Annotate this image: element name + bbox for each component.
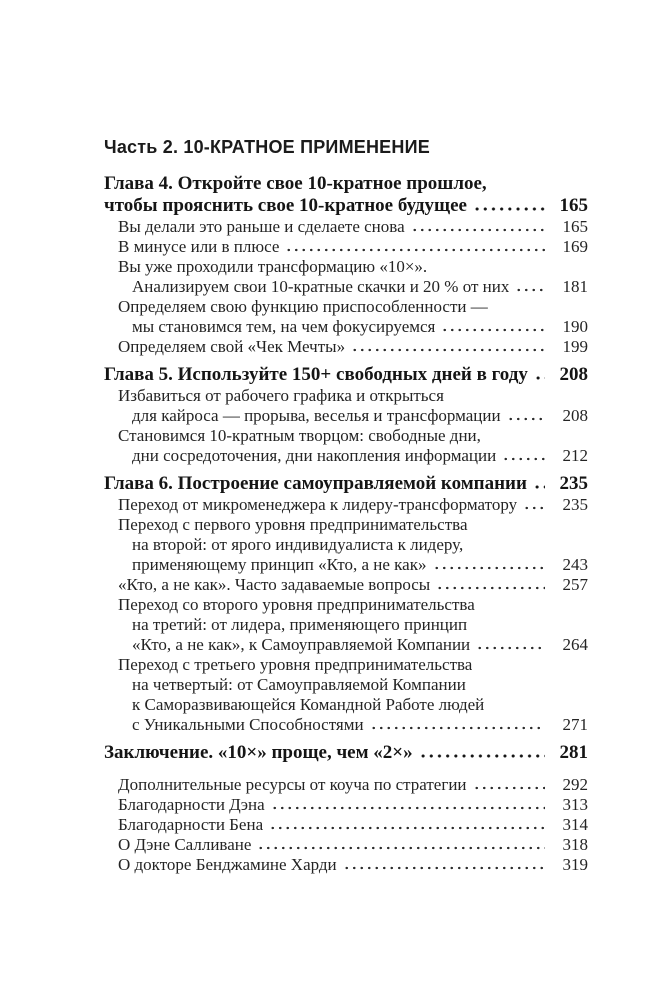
toc-entry: [104, 446, 588, 466]
toc-entry-text: Переход от микроменеджера к лидеру-трансформатору: [118, 495, 518, 514]
toc-entry: [104, 173, 588, 195]
toc-entry-page: 264: [562, 635, 588, 654]
part-header: Часть 2. 10-КРАТНОЕ ПРИМЕНЕНИЕ: [104, 137, 430, 157]
toc-entry-text: на второй: от ярого индивидуалиста к лидеру,: [132, 535, 464, 554]
toc-entry: [104, 515, 588, 535]
toc-entry-text: «Кто, а не как», к Самоуправляемой Компании: [132, 635, 471, 654]
dot-leader: [370, 726, 545, 730]
dot-leader: [411, 228, 545, 232]
toc-entry-page: 281: [559, 742, 588, 763]
dot-leader: [269, 826, 545, 830]
toc-entry-text: дни сосредоточения, дни накопления информации: [132, 446, 497, 465]
toc-entry-text: Определяем свою функцию приспособленности —: [118, 297, 488, 316]
toc-entry-text: Благодарности Дэна: [118, 795, 265, 814]
toc-entry: [104, 386, 588, 406]
dot-leader: [271, 806, 545, 810]
toc-entry-page: 165: [559, 195, 588, 216]
toc-entry: [104, 775, 588, 795]
toc-entry-text: Дополнительные ресурсы от коуча по стратегии: [118, 775, 467, 794]
toc-entry: [104, 635, 588, 655]
toc-entry-text: Глава 5. Используйте 150+ свободных дней в году: [104, 364, 528, 385]
toc-entry-page: 181: [562, 277, 588, 296]
toc-entry: [104, 575, 588, 595]
toc-entry-text: В минусе или в плюсе: [118, 237, 280, 256]
toc-entry-page: 208: [562, 406, 588, 425]
toc-entry: [104, 715, 588, 735]
toc-entry: [104, 277, 588, 297]
toc-entry: [104, 364, 588, 386]
dot-leader: [507, 417, 545, 421]
dot-leader: [523, 506, 545, 510]
toc-entry-page: 208: [559, 364, 588, 385]
toc-entry: [104, 535, 588, 555]
toc-entry: [104, 195, 588, 217]
toc-entry-page: 169: [562, 237, 588, 256]
toc-entry-page: 271: [562, 715, 588, 734]
toc-entry-page: 235: [559, 473, 588, 494]
dot-leader: [534, 376, 545, 380]
toc-entry: [104, 555, 588, 575]
toc-entry-page: 319: [562, 855, 588, 874]
table-of-contents: [104, 173, 588, 875]
toc-entry: [104, 297, 588, 317]
dot-leader: [441, 328, 545, 332]
toc-entry-text: Переход с первого уровня предпринимательства: [118, 515, 468, 534]
toc-entry-text: мы становимся тем, на чем фокусируемся: [132, 317, 436, 336]
toc-entry: [104, 406, 588, 426]
toc-entry: [104, 317, 588, 337]
toc-entry-text: «Кто, а не как». Часто задаваемые вопросы: [118, 575, 431, 594]
toc-entry: [104, 473, 588, 495]
toc-entry-text: Переход со второго уровня предпринимательства: [118, 595, 475, 614]
toc-entry: [104, 257, 588, 277]
toc-entry-text: Вы делали это раньше и сделаете снова: [118, 217, 405, 236]
toc-entry-page: 212: [562, 446, 588, 465]
toc-entry-text: Определяем свой «Чек Мечты»: [118, 337, 346, 356]
toc-entry-text: с Уникальными Способностями: [132, 715, 364, 734]
dot-leader: [257, 846, 545, 850]
toc-entry: [104, 655, 588, 675]
toc-entry-text: Глава 6. Построение самоуправляемой компании: [104, 473, 527, 494]
dot-leader: [285, 248, 545, 252]
toc-entry-page: 257: [562, 575, 588, 594]
dot-leader: [476, 646, 545, 650]
toc-entry: [104, 695, 588, 715]
toc-entry: [104, 337, 588, 357]
dot-leader: [473, 786, 545, 790]
dot-leader: [502, 457, 545, 461]
toc-entry-text: Заключение. «10×» проще, чем «2×»: [104, 742, 413, 763]
dot-leader: [433, 566, 546, 570]
dot-leader: [351, 348, 545, 352]
toc-entry-page: 318: [562, 835, 588, 854]
toc-entry-page: 235: [562, 495, 588, 514]
toc-entry-text: Становимся 10-кратным творцом: свободные дни,: [118, 426, 481, 445]
dot-leader: [419, 754, 545, 758]
toc-entry-page: 190: [562, 317, 588, 336]
toc-entry-text: О Дэне Салливане: [118, 835, 252, 854]
toc-entry-text: для кайроса — прорыва, веселья и трансформации: [132, 406, 501, 425]
toc-entry-page: 313: [562, 795, 588, 814]
toc-entry: [104, 742, 588, 764]
toc-entry: [104, 495, 588, 515]
toc-entry-page: 165: [562, 217, 588, 236]
toc-entry: [104, 815, 588, 835]
toc-entry: [104, 835, 588, 855]
toc-entry: [104, 426, 588, 446]
dot-leader: [436, 586, 545, 590]
toc-entry: [104, 217, 588, 237]
toc-entry: [104, 237, 588, 257]
dot-leader: [473, 207, 545, 211]
toc-entry-text: к Саморазвивающейся Командной Работе людей: [132, 695, 485, 714]
toc-entry: [104, 595, 588, 615]
toc-entry-text: О докторе Бенджамине Харди: [118, 855, 337, 874]
toc-entry: [104, 615, 588, 635]
toc-entry-text: Глава 4. Откройте свое 10-кратное прошлое,: [104, 173, 487, 194]
toc-entry-page: 314: [562, 815, 588, 834]
toc-entry-page: 199: [562, 337, 588, 356]
dot-leader: [343, 866, 545, 870]
toc-entry-text: Переход с третьего уровня предпринимательства: [118, 655, 473, 674]
toc-entry-text: Вы уже проходили трансформацию «10×».: [118, 257, 428, 276]
toc-entry-text: на четвертый: от Самоуправляемой Компании: [132, 675, 466, 694]
toc-entry-text: на третий: от лидера, применяющего принцип: [132, 615, 468, 634]
toc-entry-text: Благодарности Бена: [118, 815, 264, 834]
toc-entry-text: Избавиться от рабочего графика и открыться: [118, 386, 444, 405]
dot-leader: [515, 288, 545, 292]
toc-entry: [104, 675, 588, 695]
toc-entry-page: 243: [562, 555, 588, 574]
toc-entry-page: 292: [562, 775, 588, 794]
dot-leader: [533, 485, 545, 489]
toc-entry-text: применяющему принцип «Кто, а не как»: [132, 555, 427, 574]
toc-entry: [104, 855, 588, 875]
toc-entry-text: Анализируем свои 10-кратные скачки и 20 % от них: [132, 277, 510, 296]
toc-entry-text: чтобы прояснить свое 10-кратное будущее: [104, 195, 467, 216]
toc-entry: [104, 795, 588, 815]
